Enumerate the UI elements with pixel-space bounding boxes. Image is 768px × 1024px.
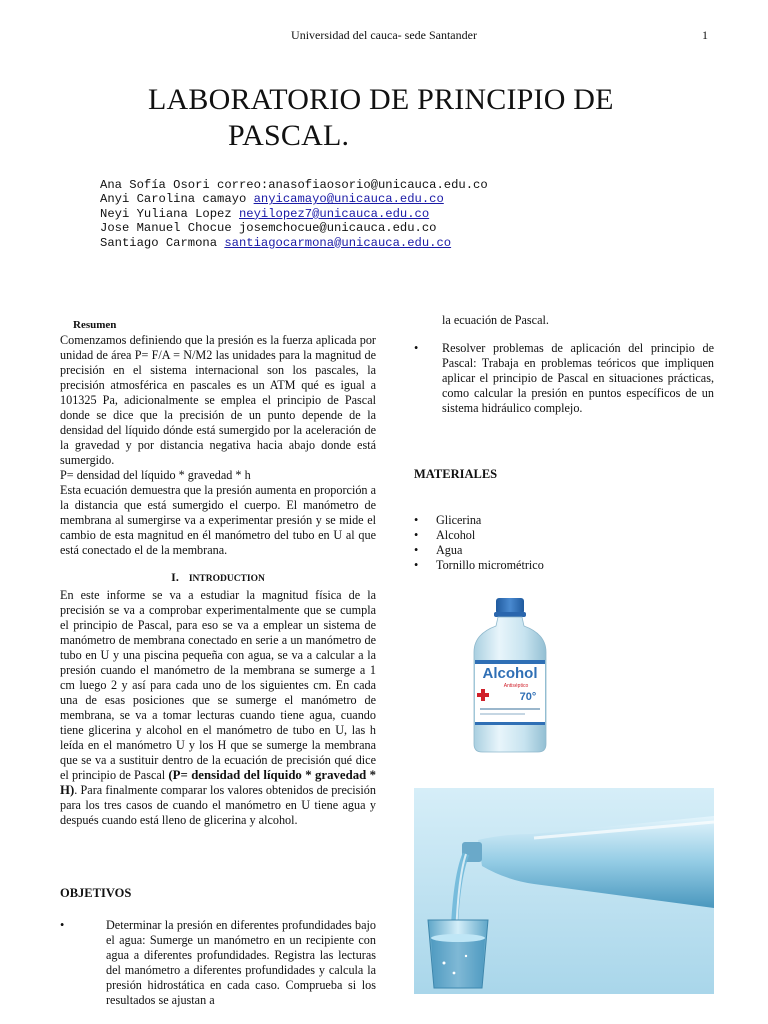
material-text: Agua xyxy=(436,543,463,557)
author-row xyxy=(100,178,488,192)
bottle-sub-text: Antiséptico xyxy=(503,683,529,689)
bullet-icon: • xyxy=(414,528,419,542)
abstract-paragraph: Comenzamos definiendo que la presión es la fuerza aplicada por unidad de área P= F/A = N/M2 las unidades para la magnitud de precisión en el sistema internacional son los pascales, la precisión atmosférica en pascales es un ATM qué es igual a 101325 Pa, adicionalmente se emplea el principio de Pascal donde se dice que la precisión de un punto depende de la densidad del líquido dónde está sumergido por la aceleración de la gravedad y por distancia negativa hacia abajo donde está sumergido. xyxy=(60,333,376,467)
objective-text: Resolver problemas de aplicación del principio de Pascal: Trabaja en problemas teóricos que impliquen aplicar el principio de Pascal en situaciones prácticas, como calcular la presión en puntos específicos de un sistema hidráulico complejo. xyxy=(442,341,714,415)
author-email-link[interactable]: anyicamayo@unicauca.edu.co xyxy=(253,192,444,207)
paper-title xyxy=(148,82,668,154)
running-header: Universidad del cauca- sede Santander xyxy=(291,28,477,42)
objective-item xyxy=(414,341,714,416)
title-line-1: LABORATORIO DE PRINCIPIO DE xyxy=(148,83,614,116)
title-line-2: PASCAL. xyxy=(228,119,350,152)
materials-list xyxy=(414,513,714,573)
material-item xyxy=(414,528,714,543)
author-list xyxy=(100,178,488,250)
author-name: Neyi Yuliana Lopez xyxy=(100,206,232,221)
bottle-degree-text: 70° xyxy=(519,691,537,703)
bullet-icon: • xyxy=(414,341,419,355)
objectives-list-left xyxy=(60,918,376,1008)
author-name: Anyi Carolina camayo xyxy=(100,192,247,207)
intro-text: En este informe se va a estudiar la magnitud física de la precisión se va a comprobar experimentalmente que se cumpla el principio de Pascal, para eso se va a emplear un sistema de manómetro de membrana conectado en serie a un manómetro de tubo en U y una piscina pequeña con agua, se va a calcular a la presión cuando el manómetro de la membrana se sumerge a 1 cm luego 2 y así para cada uno de los siguientes cm. En cada una de esas posiciones que se sumerge el manómetro de membrana, se va a tomar lecturas cuando tiene agua, cuando tiene glicerina y alcohol en el manómetro de tubo en U, las h leída en el manómetro U y los H que se sumerge la membrana que se va a sustituir dentro de la ecuación de precisión qué dice el principio de Pascal xyxy=(60,588,376,782)
introduction-heading xyxy=(60,570,376,587)
author-row xyxy=(100,192,488,206)
objectives-heading: OBJETIVOS xyxy=(60,886,132,900)
abstract-heading: Resumen xyxy=(73,319,117,331)
abstract-formula: P= densidad del líquido * gravedad * h xyxy=(60,468,251,482)
intro-text-end: . Para finalmente comparar los valores obtenidos de precisión para los tres casos de cuando el manómetro en U tiene agua y después cuando está lleno de glicerina y alcohol. xyxy=(60,783,376,827)
introduction-body xyxy=(60,588,376,828)
abstract-section xyxy=(60,318,376,558)
abstract-paragraph: Esta ecuación demuestra que la presión aumenta en proporción a la distancia que está sumergido el cuerpo. El manómetro de membrana al sumergirse va a experimentar presión y se mide el cambio de esta magnitud en él manómetro del tubo en U al que está conectado el de la membrana. xyxy=(60,483,376,557)
material-text: Tornillo micrométrico xyxy=(436,558,544,572)
bullet-icon: • xyxy=(60,918,65,932)
author-email-link[interactable]: neyilopez7@unicauca.edu.co xyxy=(238,206,430,221)
author-row xyxy=(100,221,488,235)
material-item xyxy=(414,543,714,558)
author-name: Jose Manuel Chocue xyxy=(100,221,232,236)
bullet-icon: • xyxy=(414,543,419,557)
author-contact: josemchocue@unicauca.edu.co xyxy=(238,221,437,236)
objective-item xyxy=(60,918,376,1008)
alcohol-bottle-image xyxy=(466,596,554,754)
author-contact: correo:anasofiaosorio@unicauca.edu.co xyxy=(217,178,488,192)
material-text: Alcohol xyxy=(436,528,476,542)
material-text: Glicerina xyxy=(436,513,482,527)
objective-text: Determinar la presión en diferentes profundidades bajo el agua: Sumerge un manómetro en un recipiente con agua a diferentes profundidades. Registra las lecturas del manómetro a diferentes profundidades y calcula la presión hidrostática en cada caso. Comprueba si los resultados se ajustan a xyxy=(106,918,376,1007)
author-email-link[interactable]: santiagocarmona@unicauca.edu.co xyxy=(224,235,452,250)
intro-bold-formula: (P= densidad del líquido * gravedad * H) xyxy=(60,768,377,797)
materials-heading: MATERIALES xyxy=(414,467,498,481)
section-title: INTRODUCTION xyxy=(188,574,265,584)
author-name: Santiago Carmona xyxy=(100,235,218,250)
author-row xyxy=(100,236,488,250)
bullet-icon: • xyxy=(414,558,419,572)
page-number: 1 xyxy=(702,28,708,42)
bullet-icon: • xyxy=(414,513,419,527)
material-item xyxy=(414,558,714,573)
objectives-list-right xyxy=(414,341,714,416)
section-numeral: I. xyxy=(171,570,179,584)
bottle-brand-text: Alcohol xyxy=(482,665,538,682)
material-item xyxy=(414,513,714,528)
author-row xyxy=(100,207,488,221)
objective-continuation: la ecuación de Pascal. xyxy=(442,313,549,327)
water-pouring-image xyxy=(414,788,714,994)
author-name: Ana Sofía Osori xyxy=(100,178,210,192)
